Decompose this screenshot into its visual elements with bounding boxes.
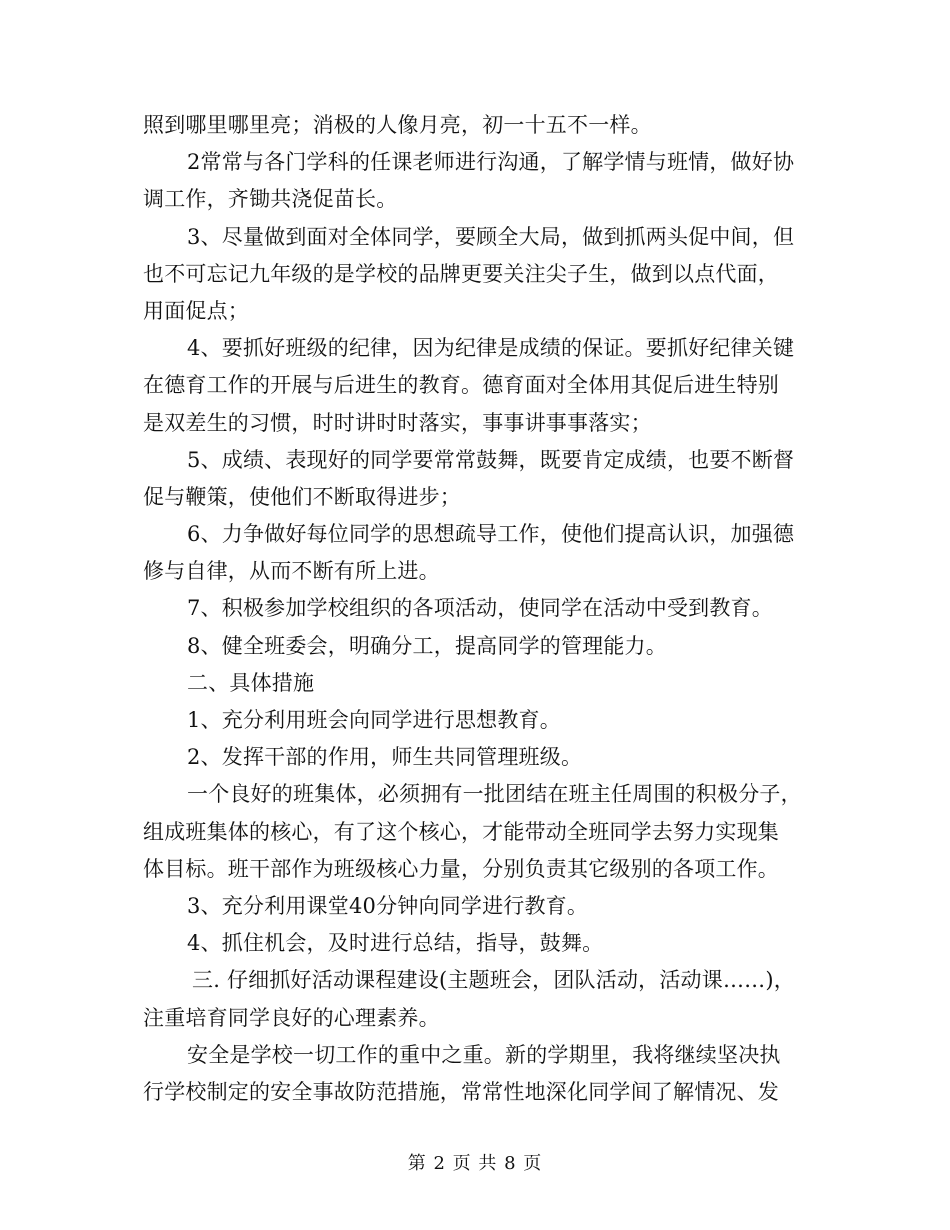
text-line: 修与自律，从而不断有所上进。	[143, 559, 440, 584]
text-line: 1、充分利用班会向同学进行思想教育。	[187, 708, 561, 732]
document-body	[143, 107, 808, 1111]
text-line: 用面促点；	[143, 298, 249, 323]
text-line: 行学校制定的安全事故防范措施，常常性地深化同学间了解情况、发	[143, 1079, 779, 1104]
text-line: 组成班集体的核心，有了这个核心，才能带动全班同学去努力实现集	[143, 819, 779, 844]
text-line: 一个良好的班集体，必须拥有一批团结在班主任周围的积极分子，	[187, 782, 802, 807]
section-heading: 二、具体措施	[187, 670, 315, 695]
page-number-footer: 第 2 页 共 8 页	[407, 1153, 543, 1174]
text-line: 2、发挥干部的作用，师生共同管理班级。	[187, 745, 583, 770]
text-line: 7、积极参加学校组织的各项活动，使同学在活动中受到教育。	[187, 596, 773, 621]
text-line: 注重培育同学良好的心理素养。	[143, 1005, 440, 1030]
text-line: 也不可忘记九年级的是学校的品牌更要关注尖子生，做到以点代面，	[143, 261, 779, 286]
text-line: 3、尽量做到面对全体同学，要顾全大局，做到抓两头促中间，但	[187, 224, 795, 249]
text-line: 在德育工作的开展与后进生的教育。德育面对全体用其促后进生特别	[143, 373, 779, 398]
text-line: 安全是学校一切工作的重中之重。新的学期里，我将继续坚决执	[187, 1042, 781, 1067]
text-line: 8、健全班委会，明确分工，提高同学的管理能力。	[187, 633, 667, 658]
text-line: 是双差生的习惯，时时讲时时落实，事事讲事事落实；	[143, 410, 652, 435]
section-heading: 三. 仔细抓好活动课程建设(主题班会，团队活动，活动课……)，	[192, 968, 795, 993]
text-line: 4、抓住机会，及时进行总结，指导，鼓舞。	[187, 931, 604, 956]
text-line: 6、力争做好每位同学的思想疏导工作，使他们提高认识，加强德	[187, 522, 795, 547]
text-line: 调工作，齐锄共浇促苗长。	[143, 187, 398, 212]
text-line: 4、要抓好班级的纪律，因为纪律是成绩的保证。要抓好纪律关键	[187, 336, 795, 361]
text-line: 3、充分利用课堂40分钟向同学进行教育。	[187, 893, 589, 918]
text-line: 5、成绩、表现好的同学要常常鼓舞，既要肯定成绩，也要不断督	[187, 447, 795, 472]
text-line: 体目标。班干部作为班级核心力量，分别负责其它级别的各项工作。	[143, 856, 779, 881]
text-line: 照到哪里哪里亮；消极的人像月亮，初一十五不一样。	[143, 113, 652, 137]
text-line: 促与鞭策，使他们不断取得进步；	[143, 484, 461, 509]
text-line: 2常常与各门学科的任课老师进行沟通，了解学情与班情，做好协	[187, 150, 795, 175]
